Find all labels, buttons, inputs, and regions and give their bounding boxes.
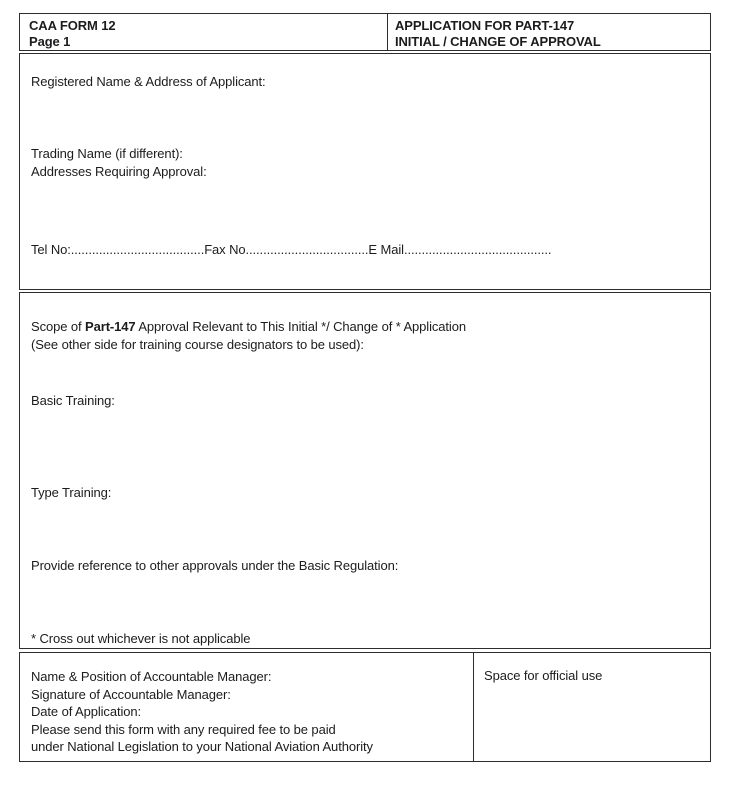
registered-name-label: Registered Name & Address of Applicant:	[31, 74, 266, 89]
official-use-label: Space for official use	[484, 668, 603, 683]
scope-of-approval-box	[19, 292, 711, 649]
addresses-approval-label: Addresses Requiring Approval:	[31, 164, 207, 179]
send-form-note-line2: under National Legislation to your National Aviation Authority	[31, 739, 373, 754]
other-approvals-label: Provide reference to other approvals under the Basic Regulation:	[31, 558, 399, 573]
type-training-label: Type Training:	[31, 485, 112, 500]
accountable-manager-box	[19, 652, 711, 762]
form-header-right-cell	[387, 14, 710, 50]
scope-title-suffix: Approval Relevant to This Initial */ Change of * Application	[135, 319, 466, 334]
contact-dotted-line: Tel No:......................................Fax No...................................E Mail..........................................	[31, 242, 552, 257]
trading-name-label: Trading Name (if different):	[31, 146, 183, 161]
form-title-line1: APPLICATION FOR PART-147	[395, 18, 575, 33]
scope-title-line	[31, 319, 466, 334]
form-header-left-cell	[20, 14, 387, 50]
form-header-box	[19, 13, 711, 51]
scope-title-part147: Part-147	[85, 319, 136, 334]
page-number: Page 1	[29, 34, 71, 49]
accountable-manager-cell	[20, 653, 473, 761]
caa-form-12	[19, 13, 711, 762]
form-number: CAA FORM 12	[29, 18, 116, 33]
manager-name-position-label: Name & Position of Accountable Manager:	[31, 669, 272, 684]
scope-title-prefix: Scope of	[31, 319, 86, 334]
applicant-details-box	[19, 53, 711, 290]
manager-signature-label: Signature of Accountable Manager:	[31, 686, 231, 702]
send-form-note-line1: Please send this form with any required fee to be paid	[31, 721, 336, 737]
cross-out-footnote: * Cross out whichever is not applicable	[31, 631, 251, 646]
basic-training-label: Basic Training:	[31, 393, 115, 408]
form-title-line2: INITIAL / CHANGE OF APPROVAL	[395, 34, 601, 49]
official-use-cell	[473, 653, 710, 761]
scope-note-line: (See other side for training course designators to be used):	[31, 337, 364, 352]
application-date-label: Date of Application:	[31, 704, 142, 719]
